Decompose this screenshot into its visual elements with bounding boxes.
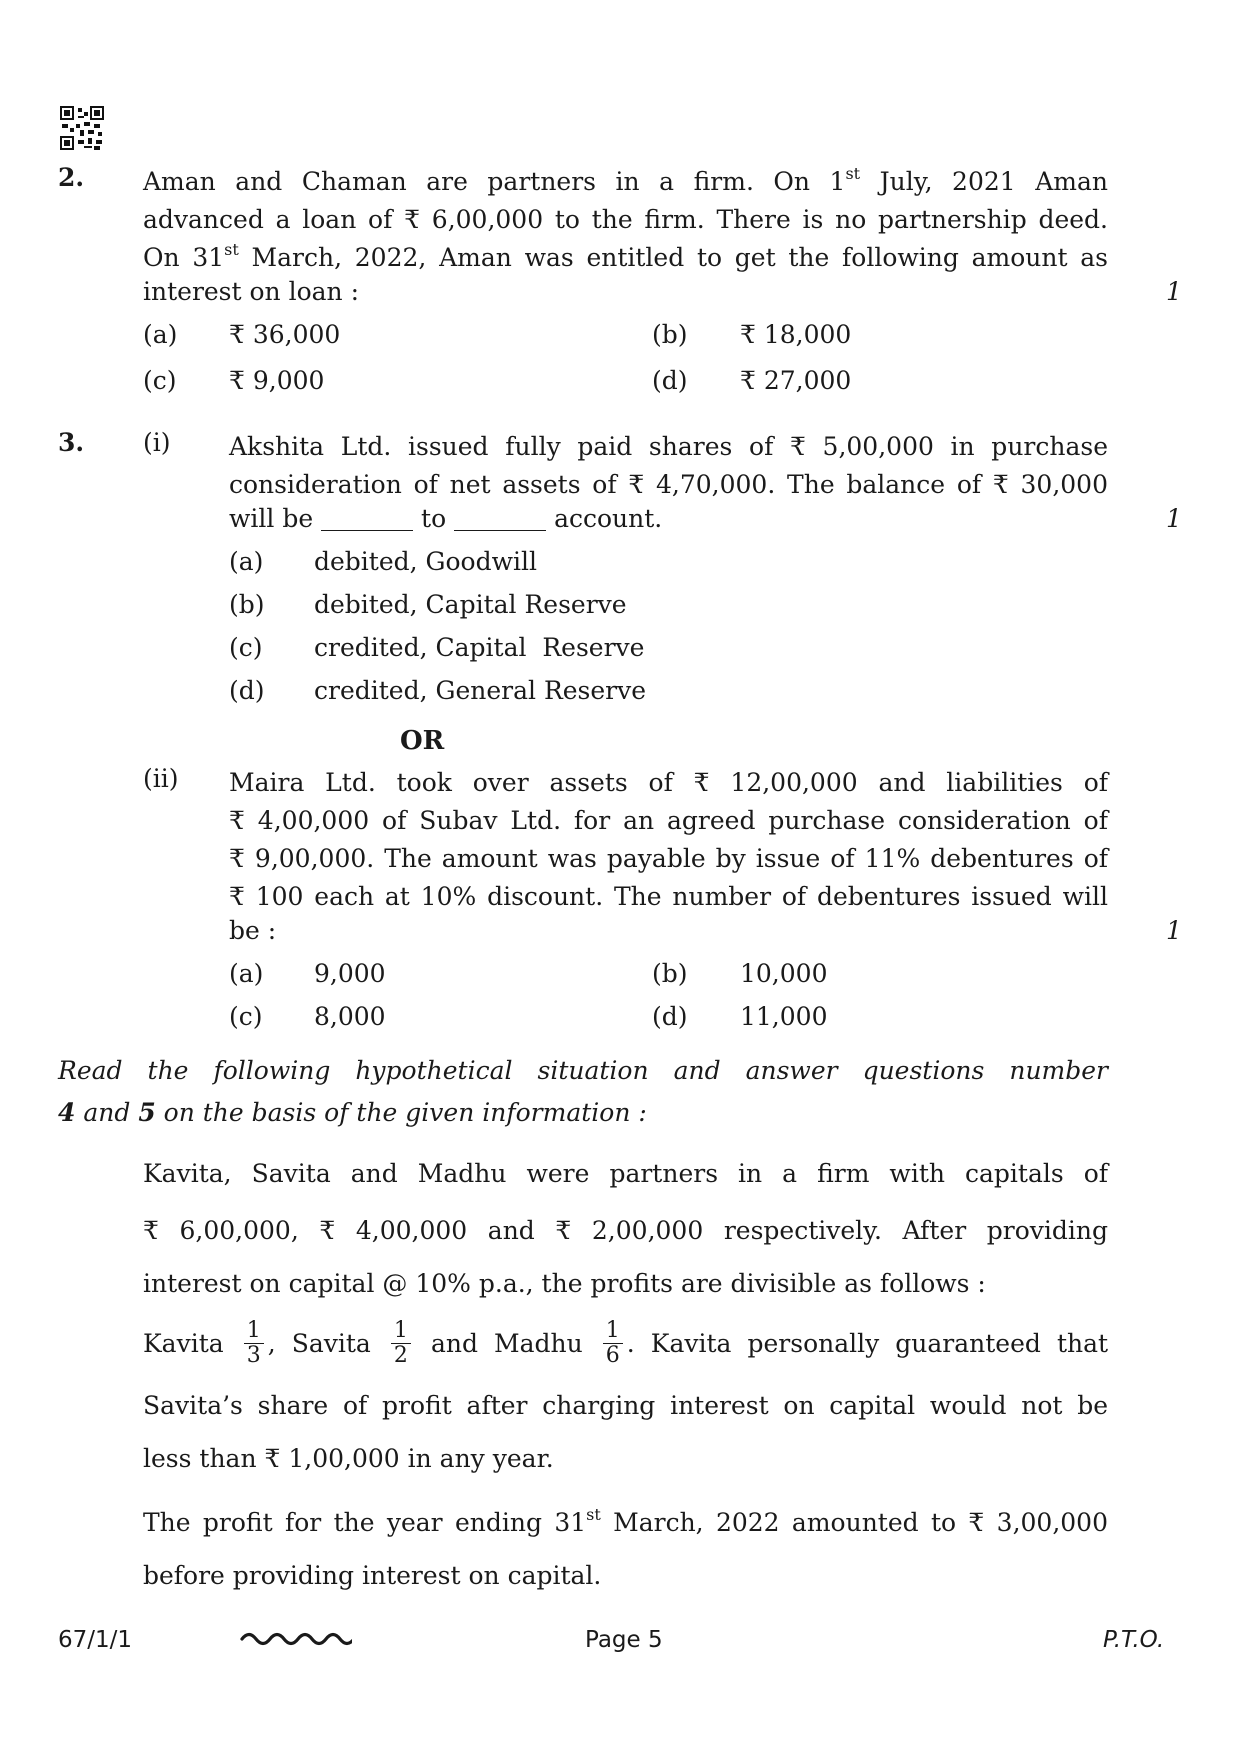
question-2-line-4: interest on loan : [143,277,360,306]
option-label: (b) [652,959,688,988]
case-line-5: Savita’s share of profit after charging interest on capital would not be [143,1391,1108,1420]
q3-i-line-1: Akshita Ltd. issued fully paid shares of ₹ 5,00,000 in purchase [229,432,1108,461]
paper-code: 67/1/1 [58,1627,133,1653]
q3-ii-line-1: Maira Ltd. took over assets of ₹ 12,00,000 and liabilities of [229,768,1108,797]
option-label: (b) [652,320,688,349]
q3-ii-line-2: ₹ 4,00,000 of Subav Ltd. for an agreed purchase consideration of [229,806,1108,835]
option-text: 8,000 [314,1002,386,1031]
q3-ii-line-3: ₹ 9,00,000. The amount was payable by issue of 11% debentures of [229,844,1108,873]
option-label: (d) [652,1002,688,1031]
q3-i-line-2: consideration of net assets of ₹ 4,70,000. The balance of ₹ 30,000 [229,470,1108,499]
case-line-3: interest on capital @ 10% p.a., the profits are divisible as follows : [143,1269,986,1298]
please-turn-over: P.T.O. [1103,1627,1165,1653]
option-text: 10,000 [740,959,828,988]
option-text: ₹ 36,000 [229,320,341,349]
option-label: (a) [143,320,178,349]
page-number: Page 5 [585,1627,663,1653]
option-label: (d) [652,366,688,395]
fill-blank [321,510,413,531]
question-number-2: 2. [58,163,85,192]
option-text: credited, General Reserve [314,676,647,705]
q3-i-line-3: will be to account. [229,504,663,533]
question-2-text: Aman and Chaman are partners in a firm. On 1st July, 2021 Aman [143,164,1108,196]
case-intro-line-1: Read the following hypothetical situation and answer questions number [58,1056,1108,1085]
fraction-savita: $\frac{1}{2}$ [391,1319,411,1368]
qr-code-icon [60,106,104,150]
option-text: debited, Capital Reserve [314,590,627,619]
option-label: (c) [143,366,177,395]
question-2-marks: 1 [1166,277,1182,306]
question-number-3: 3. [58,428,85,457]
q3-ii-line-5: be : [229,916,277,945]
case-fractions-line: Kavita $\frac{1}{3}$ , Savita $\frac{1}{2}$ and Madhu $\frac{1}{6}$ . Kavita personally guaranteed that [143,1318,1109,1368]
case-intro-line-2: 4 and 5 on the basis of the given information : [58,1098,647,1127]
case-line-8: before providing interest on capital. [143,1561,602,1590]
option-label: (b) [229,590,265,619]
option-text: ₹ 27,000 [740,366,852,395]
option-label: (c) [229,1002,263,1031]
case-line-6: less than ₹ 1,00,000 in any year. [143,1444,554,1473]
option-label: (a) [229,959,264,988]
option-text: ₹ 18,000 [740,320,852,349]
case-line-7: The profit for the year ending 31st March, 2022 amounted to ₹ 3,00,000 [143,1505,1108,1537]
question-2-line-3: On 31st March, 2022, Aman was entitled to get the following amount as [143,240,1109,272]
option-text: debited, Goodwill [314,547,537,576]
fraction-madhu: $\frac{1}{6}$ [603,1319,623,1368]
or-separator: OR [400,726,445,756]
fill-blank [454,510,546,531]
option-label: (d) [229,676,265,705]
wave-ornament-icon [240,1625,352,1649]
case-line-2: ₹ 6,00,000, ₹ 4,00,000 and ₹ 2,00,000 respectively. After providing [143,1216,1108,1245]
option-text: 11,000 [740,1002,828,1031]
fraction-kavita: $\frac{1}{3}$ [244,1319,264,1368]
case-line-1: Kavita, Savita and Madhu were partners in a firm with capitals of [143,1159,1108,1188]
option-label: (c) [229,633,263,662]
q3-ii-line-4: ₹ 100 each at 10% discount. The number of debentures issued will [229,882,1108,911]
option-text: ₹ 9,000 [229,366,325,395]
sub-question-label: (ii) [143,764,179,793]
question-2-line-2: advanced a loan of ₹ 6,00,000 to the firm. There is no partnership deed. [143,205,1108,234]
option-text: credited, Capital Reserve [314,633,645,662]
option-text: 9,000 [314,959,386,988]
option-label: (a) [229,547,264,576]
question-3-i-marks: 1 [1166,504,1182,533]
sub-question-label: (i) [143,428,171,457]
question-3-ii-marks: 1 [1166,916,1182,945]
